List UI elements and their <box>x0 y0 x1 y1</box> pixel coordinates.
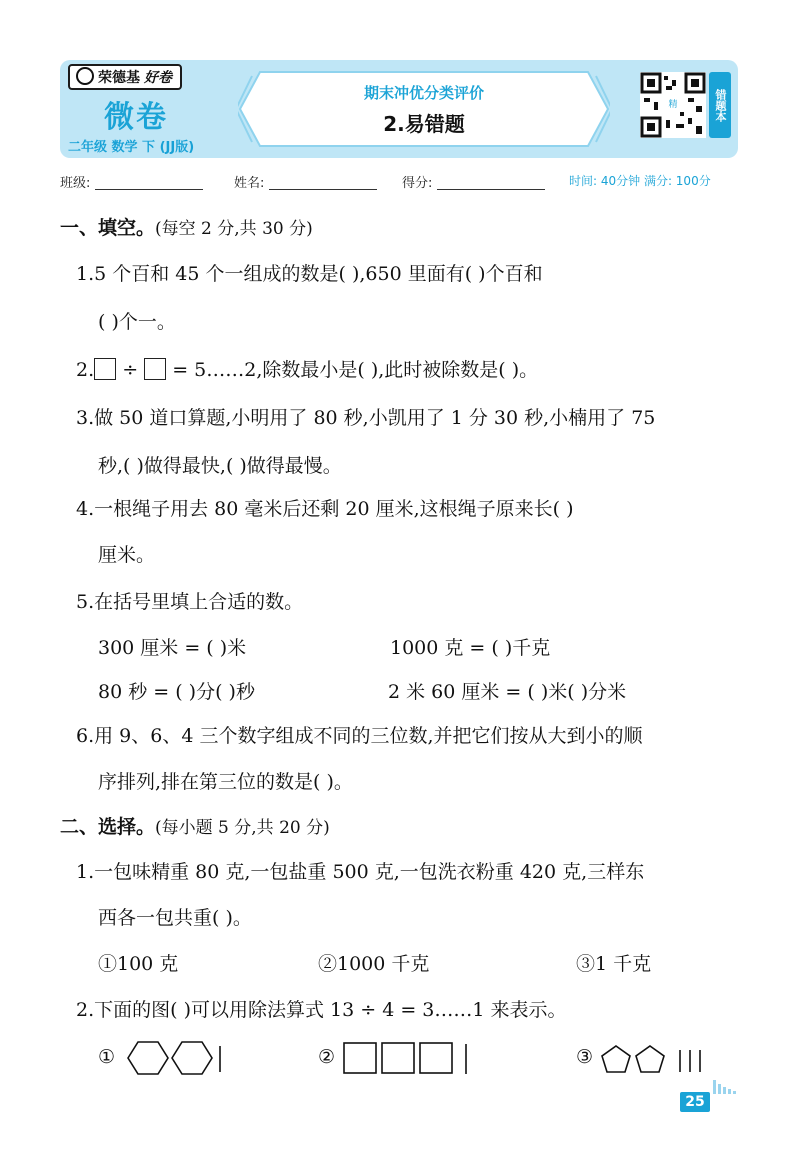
banner-title: 期末冲优分类评价 <box>363 84 484 102</box>
blank-box-divisor[interactable] <box>144 358 166 380</box>
section2-title: 二、选择。 <box>60 816 156 838</box>
time-limit: 时间: 40分钟 满分: 100分 <box>569 174 711 188</box>
s2-q1-line2: 西各一包共重( )。 <box>98 907 252 929</box>
blank-box-dividend[interactable] <box>94 358 116 380</box>
class-label: 班级: <box>60 176 91 191</box>
s1-q2 <box>76 358 538 382</box>
s2-q1-option-1[interactable]: ①100 克 <box>98 953 179 975</box>
qr-code-icon[interactable] <box>640 72 706 138</box>
s2-q1-option-3[interactable]: ③1 千克 <box>576 953 652 975</box>
s2-q1-option-2[interactable]: ②1000 千克 <box>318 953 430 975</box>
name-label: 姓名: <box>234 176 265 191</box>
section2-note: (每小题 5 分,共 20 分) <box>155 818 330 838</box>
s1-q6-line2: 序排列,排在第三位的数是( )。 <box>98 771 353 793</box>
class-field[interactable] <box>60 172 203 191</box>
pentagon-sticks-icon <box>598 1040 738 1076</box>
banner-subtitle: 2.易错题 <box>383 112 465 136</box>
s1-q5-a2: 1000 克 = ( )千克 <box>390 637 551 659</box>
brand-title: 微卷 <box>104 100 168 135</box>
publisher-name: 荣德基 <box>98 70 140 86</box>
qr-center-label: 精 <box>664 98 682 112</box>
s2-q2: 2.下面的图( )可以用除法算式 13 ÷ 4 = 3……1 来表示。 <box>76 999 567 1021</box>
square-sticks-icon <box>342 1040 502 1076</box>
s1-q1-line2: ( )个一。 <box>98 311 176 333</box>
score-label: 得分: <box>402 176 433 191</box>
s1-q3-line1: 3.做 50 道口算题,小明用了 80 秒,小凯用了 1 分 30 秒,小楠用了 75 <box>76 407 656 429</box>
name-input-line[interactable] <box>269 175 377 190</box>
hexagon-sticks-icon <box>120 1040 250 1076</box>
brand-block <box>68 64 224 154</box>
s1-q4-line1: 4.一根绳子用去 80 毫米后还剩 20 厘米,这根绳子原来长( ) <box>76 498 574 520</box>
publisher-sub: 好卷 <box>144 70 172 86</box>
s1-q2-number: 2. <box>76 359 95 381</box>
s1-q5-b2: 2 米 60 厘米 = ( )米( )分米 <box>388 681 627 703</box>
s1-q2-text: = 5……2,除数最小是( ),此时被除数是( )。 <box>172 359 539 381</box>
section1-note: (每空 2 分,共 30 分) <box>155 219 313 239</box>
face-icon <box>76 67 94 85</box>
fig1-label: ① <box>98 1046 116 1068</box>
s2-q1-line1: 1.一包味精重 80 克,一包盐重 500 克,一包洗衣粉重 420 克,三样东 <box>76 861 645 883</box>
score-input-line[interactable] <box>437 175 545 190</box>
student-info-row <box>60 172 750 194</box>
s1-q4-line2: 厘米。 <box>98 544 156 566</box>
title-banner <box>238 70 610 148</box>
name-field[interactable] <box>234 172 377 191</box>
s1-q1-line1: 1.5 个百和 45 个一组成的数是( ),650 里面有( )个百和 <box>76 263 543 285</box>
s1-q5: 5.在括号里填上合适的数。 <box>76 591 304 613</box>
section1-title: 一、填空。 <box>60 217 156 239</box>
divide-sign: ÷ <box>122 359 139 381</box>
fig2-label: ② <box>318 1046 336 1068</box>
section2-heading <box>60 815 330 840</box>
s1-q5-b1: 80 秒 = ( )分( )秒 <box>98 681 255 703</box>
score-field[interactable] <box>402 172 545 191</box>
wrong-notebook-tag: 错题本 <box>709 72 731 138</box>
fig3-label: ③ <box>576 1046 594 1068</box>
class-input-line[interactable] <box>95 175 203 190</box>
s1-q3-line2: 秒,( )做得最快,( )做得最慢。 <box>98 455 342 477</box>
s1-q5-a1: 300 厘米 = ( )米 <box>98 637 247 659</box>
s1-q6-line1: 6.用 9、6、4 三个数字组成不同的三位数,并把它们按从大到小的顺 <box>76 725 643 747</box>
section1-heading <box>60 216 313 241</box>
page-number: 25 <box>680 1092 710 1112</box>
grade-label: 二年级 数学 下 (JJ版) <box>68 140 195 155</box>
publisher-logo <box>68 64 182 90</box>
